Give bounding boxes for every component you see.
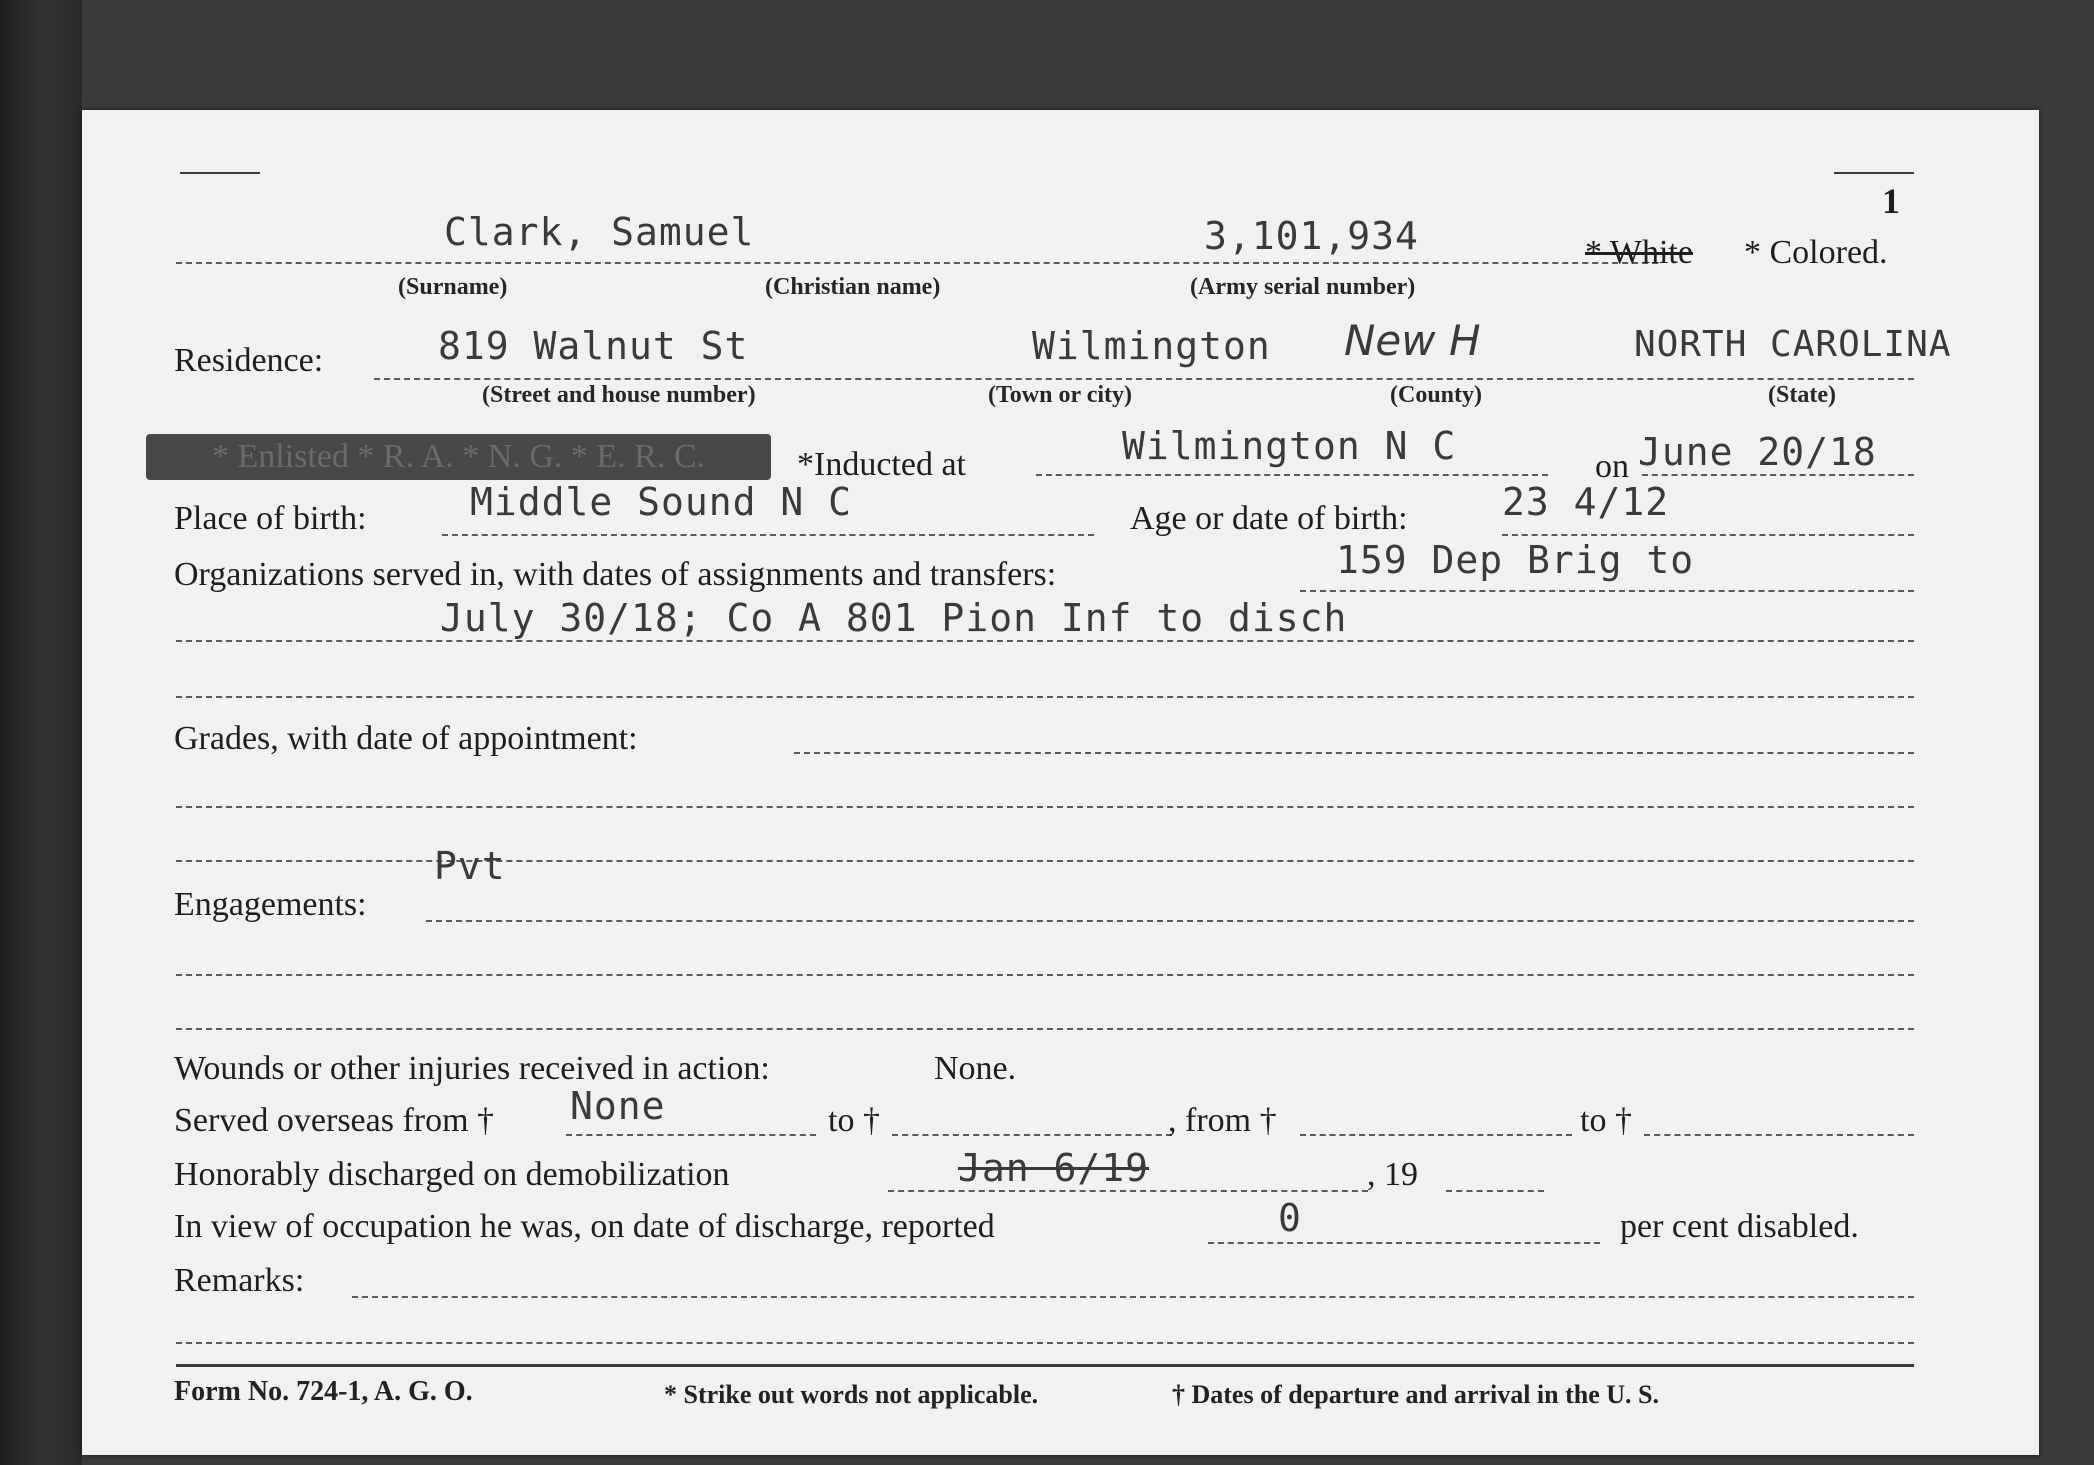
colored-option: * Colored. — [1744, 234, 1888, 271]
disability-value: 0 — [1278, 1196, 1302, 1240]
residence-label: Residence: — [174, 342, 324, 379]
overseas-from2-line — [1300, 1134, 1572, 1136]
surname-caption: (Surname) — [398, 274, 508, 300]
wounds-label: Wounds or other injuries received in action: — [174, 1050, 770, 1087]
strike-out-note: * Strike out words not applicable. — [664, 1380, 1039, 1409]
soldier-name: Clark, Samuel — [444, 210, 755, 254]
state: NORTH CAROLINA — [1634, 324, 1952, 365]
residence-line — [374, 378, 1914, 380]
organizations-line-3 — [176, 696, 1914, 698]
remarks-line-1 — [352, 1296, 1914, 1298]
place-of-birth: Middle Sound N C — [470, 480, 853, 524]
state-caption: (State) — [1768, 382, 1836, 408]
dates-note: † Dates of departure and arrival in the U. S. — [1172, 1380, 1660, 1409]
organizations-entry-1: 159 Dep Brig to — [1336, 538, 1695, 582]
struck-enlistment-text: * Enlisted * R. A. * N. G. * E. R. C. — [211, 438, 706, 475]
wounds-value: None. — [934, 1050, 1017, 1087]
age-value: 23 4/12 — [1502, 480, 1670, 524]
disability-label: In view of occupation he was, on date of discharge, reported — [174, 1208, 995, 1245]
service-record-card — [82, 110, 2039, 1455]
discharge-year-line — [1446, 1190, 1544, 1192]
age-line — [1502, 534, 1914, 536]
discharge-year-label: , 19 — [1367, 1156, 1418, 1193]
served-overseas-label: Served overseas from † — [174, 1102, 495, 1139]
overseas-to-label: to † — [828, 1102, 880, 1139]
organizations-line-2 — [176, 640, 1914, 642]
disability-suffix: per cent disabled. — [1620, 1208, 1859, 1245]
street-address: 819 Walnut St — [438, 324, 749, 368]
overseas-from-line — [566, 1134, 816, 1136]
top-right-rule — [1834, 172, 1914, 174]
inducted-place-line — [1036, 474, 1548, 476]
induction-date: June 20/18 — [1638, 430, 1877, 474]
discharge-date: Jan 6/19 — [958, 1146, 1150, 1190]
county: New H — [1344, 316, 1481, 365]
scanner-background — [0, 0, 82, 1465]
army-serial-number: 3,101,934 — [1204, 214, 1419, 258]
serial-number-caption: (Army serial number) — [1190, 274, 1416, 300]
grades-line-1 — [794, 752, 1914, 754]
christian-name-caption: (Christian name) — [765, 274, 941, 300]
grades-line-2 — [176, 806, 1914, 808]
organizations-label: Organizations served in, with dates of assignments and transfers: — [174, 556, 1057, 593]
town: Wilmington — [1032, 324, 1271, 368]
white-option: * White — [1585, 234, 1693, 271]
discharge-date-line — [888, 1190, 1368, 1192]
overseas-to-line — [892, 1134, 1172, 1136]
grades-label: Grades, with date of appointment: — [174, 720, 638, 757]
street-caption: (Street and house number) — [482, 382, 756, 408]
disability-line — [1208, 1242, 1600, 1244]
overseas-from2-label: , from † — [1168, 1102, 1277, 1139]
engagements-label: Engagements: — [174, 886, 367, 923]
organizations-line-1 — [1300, 590, 1914, 592]
discharge-label: Honorably discharged on demobilization — [174, 1156, 730, 1193]
age-label: Age or date of birth: — [1130, 500, 1408, 537]
engagements-line-3 — [176, 1028, 1914, 1030]
grade-value: Pvt — [434, 844, 506, 888]
remarks-label: Remarks: — [174, 1262, 305, 1299]
overseas-to2-label: to † — [1580, 1102, 1632, 1139]
place-of-birth-label: Place of birth: — [174, 500, 367, 537]
card-number: 1 — [1882, 181, 1900, 221]
county-caption: (County) — [1390, 382, 1483, 408]
on-label: on — [1595, 448, 1629, 485]
name-line — [176, 262, 1658, 264]
inducted-place: Wilmington N C — [1122, 424, 1457, 468]
engagements-line-2 — [176, 974, 1914, 976]
top-left-rule — [180, 172, 260, 174]
overseas-to2-line — [1644, 1134, 1914, 1136]
organizations-entry-2: July 30/18; Co A 801 Pion Inf to disch — [440, 596, 1348, 640]
town-caption: (Town or city) — [988, 382, 1132, 408]
inducted-at-label: *Inducted at — [797, 446, 966, 483]
form-number: Form No. 724-1, A. G. O. — [174, 1376, 473, 1407]
overseas-from-value: None — [570, 1084, 666, 1128]
struck-enlistment-options — [146, 434, 771, 480]
engagements-line-1 — [426, 920, 1914, 922]
induction-date-line — [1642, 474, 1914, 476]
place-of-birth-line — [442, 534, 1094, 536]
footer-rule — [176, 1364, 1914, 1367]
remarks-line-2 — [176, 1342, 1914, 1344]
